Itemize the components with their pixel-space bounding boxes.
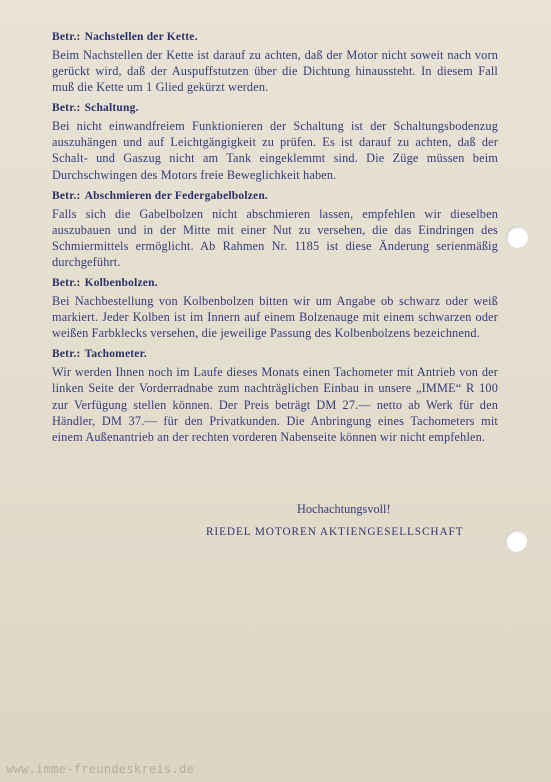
section-gearshift xyxy=(52,101,498,182)
section-heading xyxy=(52,101,498,116)
section-title: Nachstellen der Kette. xyxy=(84,31,198,43)
section-text: Wir werden Ihnen noch im Laufe dieses Monats einen Tachometer mit Antrieb von der linken Seite der Vorderradnabe zum nachträglichen Einbau in unsere „IMME“ R 100 zur Verfügung stellen können. Der Preis beträgt DM 27.— netto ab Werk für den Händler, DM 37.— für den Privatkunden. Die Anbringung eines Tachometers mit einem Außenantrieb an der rechten vorderen Nabenseite können wir nicht empfehlen. xyxy=(52,365,498,444)
section-prefix: Betr.: xyxy=(52,31,81,43)
punch-hole-lower xyxy=(505,530,527,552)
section-prefix: Betr.: xyxy=(52,277,81,290)
punch-hole-upper xyxy=(506,226,528,248)
section-title: Kolbenbolzen. xyxy=(84,277,158,290)
section-heading xyxy=(52,347,498,362)
section-title: Tachometer. xyxy=(84,348,147,361)
section-text: Falls sich die Gabelbolzen nicht abschmieren lassen, empfehlen wir dieselben auszubauen und in der Mitte mit einer Nut zu versehen, die das Eindringen des Schmiermittels ermöglicht. Ab Rahmen Nr. 1185 ist diese Änderung serienmäßig durchgeführt. xyxy=(52,206,498,269)
closing-greeting: Hochachtungsvoll! xyxy=(297,502,391,516)
section-text: Bei Nachbestellung von Kolbenbolzen bitten wir um Angabe ob schwarz oder weiß markiert. Jeder Kolben ist im Innern auf einem Bolzenauge mit einem schwarzen oder weißen Farbklecks versehen, die jeweilige Passung des Kolbenbolzens bezeichnend. xyxy=(52,294,498,341)
section-prefix: Betr.: xyxy=(52,348,81,361)
section-piston-pin xyxy=(52,276,498,341)
section-text: Bei nicht einwandfreiem Funktionieren der Schaltung ist der Schaltungsbodenzug auszuhängen und auf Leichtgängigkeit zu prüfen. Es ist darauf zu achten, daß der Schalt- und Gaszug nicht am Tank eingeklemmt sind. Die Züge müssen beim Durchschwingen des Motors freie Beweglichkeit haben. xyxy=(52,119,498,182)
section-title: Schaltung. xyxy=(84,102,139,115)
section-speedometer xyxy=(52,347,498,444)
section-prefix: Betr.: xyxy=(52,189,81,202)
section-text: Beim Nachstellen der Kette ist darauf zu achten, daß der Motor nicht soweit nach vorn gerückt wird, daß der Auspuffstutzen über die Dichtung hinaussteht. In diesem Fall muß die Kette um 1 Glied gekürzt werden. xyxy=(52,48,498,95)
company-signature: RIEDEL MOTOREN AKTIENGESELLSCHAFT xyxy=(206,526,464,538)
section-fork-bolt-lubrication xyxy=(52,189,498,270)
section-heading xyxy=(52,276,498,291)
section-heading xyxy=(52,30,498,45)
section-chain-adjustment xyxy=(52,30,498,95)
letter-body xyxy=(52,30,498,451)
section-title: Abschmieren der Federgabelbolzen. xyxy=(84,189,269,202)
website-watermark: www.imme-freundeskreis.de xyxy=(6,762,195,776)
section-heading xyxy=(52,189,498,204)
section-prefix: Betr.: xyxy=(52,102,81,115)
